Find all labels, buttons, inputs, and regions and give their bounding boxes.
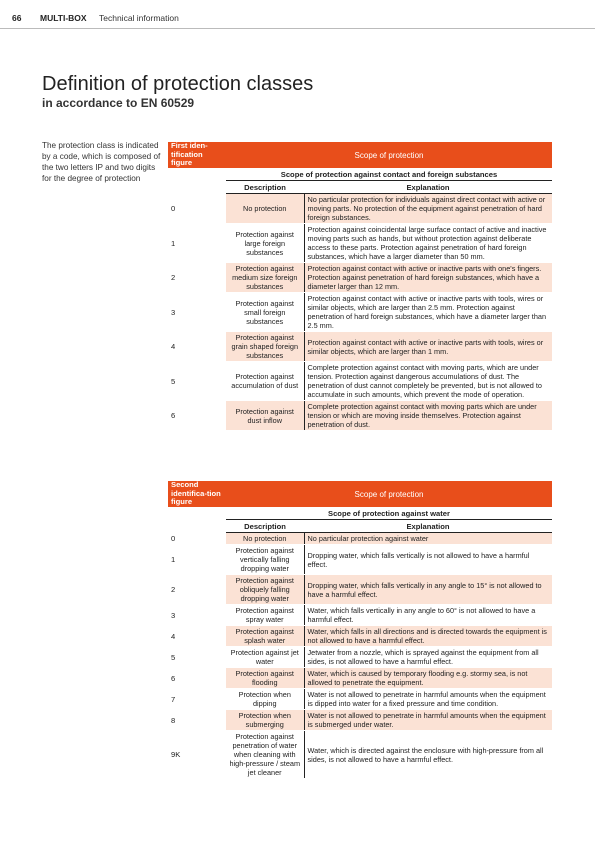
table-row [168,263,552,293]
row-explanation: Protection against contact with active or inactive parts with one's fingers. Protection against penetration of hard foreign substances, which have a diameter larger than 12 mm. [304,263,552,293]
row-code: 5 [168,647,226,668]
row-description: Protection when dipping [226,689,304,710]
table-subheader: Scope of protection against water [226,507,552,520]
row-code: 0 [168,533,226,545]
row-description: No protection [226,194,304,224]
row-code: 2 [168,575,226,605]
table-row [168,533,552,545]
table-row [168,224,552,263]
table-row [168,626,552,647]
col-description: Description [226,520,304,533]
row-explanation: No particular protection against water [304,533,552,545]
scope-header: Scope of protection [226,481,552,507]
table-row [168,575,552,605]
table-row [168,668,552,689]
row-code: 4 [168,332,226,362]
page-subtitle: in accordance to EN 60529 [42,96,195,110]
table-row [168,401,552,431]
row-code: 3 [168,605,226,626]
row-code: 4 [168,626,226,647]
row-description: Protection against vertically falling dropping water [226,545,304,575]
row-explanation: Water, which falls vertically in any angle to 60° is not allowed to have a harmful effect. [304,605,552,626]
row-description: Protection against obliquely falling dropping water [226,575,304,605]
row-code: 1 [168,545,226,575]
row-explanation: Complete protection against contact with moving parts which are under tension or which are moving inside themselves. Protection against penetration of dust. [304,401,552,431]
page-title: Definition of protection classes [42,73,314,95]
table-row [168,605,552,626]
row-description: Protection against large foreign substances [226,224,304,263]
table-row [168,332,552,362]
row-explanation: Dropping water, which falls vertically in any angle to 15° is not allowed to have a harmful effect. [304,575,552,605]
col-explanation: Explanation [304,181,552,194]
first-figure-label: First iden-tification figure [168,142,226,168]
table-row [168,194,552,224]
row-code: 6 [168,668,226,689]
row-code: 3 [168,293,226,332]
table-row [168,362,552,401]
table-first-identification [168,142,552,431]
row-description: Protection against medium size foreign substances [226,263,304,293]
section-name: Technical information [99,13,179,23]
row-explanation: Water is not allowed to penetrate in harmful amounts when the equipment is dipped into water for a fixed pressure and time condition. [304,689,552,710]
row-code: 9K [168,731,226,779]
row-code: 0 [168,194,226,224]
row-description: Protection against splash water [226,626,304,647]
row-description: Protection against flooding [226,668,304,689]
row-description: Protection against grain shaped foreign substances [226,332,304,362]
row-explanation: Jetwater from a nozzle, which is sprayed against the equipment from all sides, is not allowed to have a harmful effect. [304,647,552,668]
row-explanation: Protection against coincidental large surface contact of active and inactive moving parts such as hands, but without protection against deliberate access to these parts. Protection against penetration of hard foreign substances, which have a larger diameter than 50 mm. [304,224,552,263]
table-row [168,689,552,710]
row-code: 8 [168,710,226,731]
row-description: Protection against small foreign substances [226,293,304,332]
table-second-identification [168,481,552,779]
row-explanation: Water, which falls in all directions and is directed towards the equipment is not allowed to have a harmful effect. [304,626,552,647]
row-explanation: Protection against contact with active or inactive parts with tools, wires or similar objects, which are larger than 2.5 mm. Protection against penetration of hard foreign substances, which have a diameter larger than 2.5 mm. [304,293,552,332]
row-explanation: No particular protection for individuals against direct contact with active or moving parts. No protection of the equipment against penetration of hard foreign substances. [304,194,552,224]
page-number: 66 [12,13,22,23]
row-code: 5 [168,362,226,401]
row-explanation: Protection against contact with active or inactive parts with tools, wires or similar objects, which are larger than 1 mm. [304,332,552,362]
col-explanation: Explanation [304,520,552,533]
row-explanation: Complete protection against contact with moving parts, which are under tension. Protection against dangerous accumulations of dust. The penetration of dust cannot completely be prevented, but is not allowed to accumulate in such amounts, which prevent the mode of operation. [304,362,552,401]
brand-name: MULTI-BOX [40,13,87,23]
row-code: 1 [168,224,226,263]
row-description: Protection against jet water [226,647,304,668]
row-description: Protection when submerging [226,710,304,731]
row-explanation: Water, which is caused by temporary flooding e.g. stormy sea, is not allowed to penetrate the equipment. [304,668,552,689]
scope-header: Scope of protection [226,142,552,168]
table-row [168,293,552,332]
row-description: No protection [226,533,304,545]
header-divider [0,28,595,29]
col-description: Description [226,181,304,194]
row-code: 7 [168,689,226,710]
table-subheader: Scope of protection against contact and foreign substances [226,168,552,181]
row-description: Protection against dust inflow [226,401,304,431]
table-row [168,731,552,779]
table-row [168,710,552,731]
table-row [168,545,552,575]
table-row [168,647,552,668]
page-header [0,0,595,30]
row-code: 6 [168,401,226,431]
row-description: Protection against penetration of water when cleaning with high-pressure / steam jet cleaner [226,731,304,779]
intro-text: The protection class is indicated by a code, which is composed of the two letters IP and two digits for the degree of protection [42,141,161,183]
row-explanation: Water is not allowed to penetrate in harmful amounts when the equipment is submerged under water. [304,710,552,731]
row-code: 2 [168,263,226,293]
row-explanation: Water, which is directed against the enclosure with high-pressure from all sides, is not allowed to have a harmful effect. [304,731,552,779]
row-explanation: Dropping water, which falls vertically is not allowed to have a harmful effect. [304,545,552,575]
row-description: Protection against accumulation of dust [226,362,304,401]
second-figure-label: Second identifica-tion figure [168,481,226,507]
row-description: Protection against spray water [226,605,304,626]
